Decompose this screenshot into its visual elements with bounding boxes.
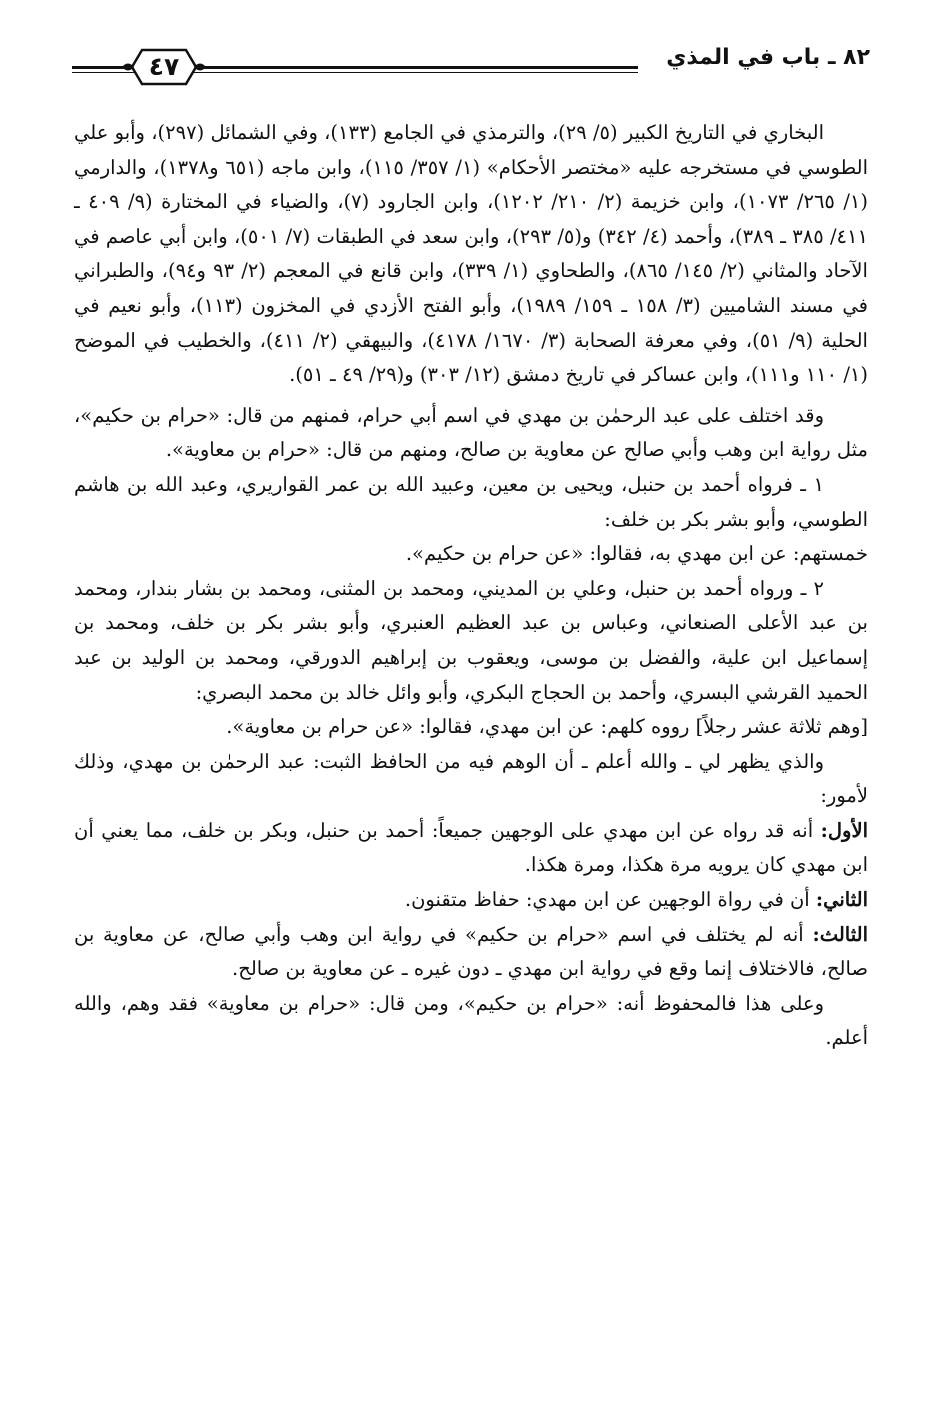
page-body: [74, 116, 868, 1056]
paragraph-final-ruling: وعلى هذا فالمحفوظ أنه: «حرام بن حكيم»، ومن قال: «حرام بن معاوية» فقد وهم، والله أعلم.: [74, 991, 868, 1050]
paragraph-reason-second: [74, 883, 868, 918]
paragraph-first-narration: ١ ـ فرواه أحمد بن حنبل، ويحيى بن معين، وعبيد الله بن عمر القواريري، وعبد الله بن هاشم الطوسي، وأبو بشر بكر بن خلف:: [74, 472, 868, 531]
reason-second-label: الثاني:: [815, 888, 868, 912]
chapter-title: ٨٢ ـ باب في المذي: [666, 45, 870, 70]
page-number: ٤٧: [148, 52, 180, 81]
paragraph-second-narration: ٢ ـ ورواه أحمد بن حنبل، وعلي بن المديني، ومحمد بن المثنى، ومحمد بن بشار بندار، ومحمد بن عبد الأعلى الصنعاني، وعباس بن عبد العظيم العنبري، وأبو بشر بكر بن خلف، ومحمد بن إسماعيل ابن علية، والفضل بن موسى، ويعقوب بن إبراهيم الدورقي، ومحمد بن الوليد بن عبد الحميد القرشي البسري، وأحمد بن الحجاج البكري، وأبو وائل خالد بن محمد البصري:: [74, 576, 868, 704]
running-header: [72, 38, 870, 108]
paragraph-disagreement: وقد اختلف على عبد الرحمٰن بن مهدي في اسم أبي حرام، فمنهم من قال: «حرام بن حكيم»، مثل رواية ابن وهب وأبي صالح عن معاوية بن صالح، ومنهم من قال: «حرام بن معاوية».: [74, 403, 868, 462]
paragraph-thirteen-narrators: [وهم ثلاثة عشر رجلاً] رووه كلهم: عن ابن مهدي، فقالوا: «عن حرام بن معاوية».: [226, 715, 868, 739]
paragraph-reason-first: [74, 814, 868, 883]
reason-first-text: أنه قد رواه عن ابن مهدي على الوجهين جميعاً: أحمد بن حنبل، وبكر بن خلف، مما يعني أن ابن مهدي كان يرويه مرة هكذا، ومرة هكذا.: [74, 818, 868, 877]
reason-third-text: أنه لم يختلف في اسم «حرام بن حكيم» في رواية ابن وهب وأبي صالح، عن معاوية بن صالح، فالاختلاف إنما وقع في رواية ابن مهدي ـ دون غيره ـ عن معاوية بن صالح.: [74, 922, 868, 981]
reason-second-text: أن في رواة الوجهين عن ابن مهدي: حفاظ متقنون.: [404, 888, 816, 912]
paragraph-conclusion-intro: والذي يظهر لي ـ والله أعلم ـ أن الوهم فيه من الحافظ الثبت: عبد الرحمٰن بن مهدي، وذلك لأمور:: [74, 749, 868, 808]
reason-third-label: الثالث:: [812, 922, 868, 946]
header-rule-left: [72, 66, 122, 73]
page-number-ornament: [120, 44, 208, 90]
paragraph-five-narrators: خمستهم: عن ابن مهدي به، فقالوا: «عن حرام بن حكيم».: [405, 542, 868, 566]
reason-first-label: الأول:: [820, 818, 868, 842]
paragraph-citations: البخاري في التاريخ الكبير (٥/ ٢٩)، والترمذي في الجامع (١٣٣)، وفي الشمائل (٢٩٧)، وأبو علي الطوسي في مستخرجه عليه «مختصر الأحكام» (١/ ٣٥٧/ ١١٥)، وابن ماجه (٦٥١ و١٣٧٨)، والدارمي (١/ ٢٦٥/ ١٠٧٣)، وابن خزيمة (٢/ ٢١٠/ ١٢٠٢)، وابن الجارود (٧)، والضياء في المختارة (٩/ ٤٠٩ ـ ٤١١/ ٣٨٥ ـ ٣٨٩)، وأحمد (٤/ ٣٤٢) و(٥/ ٢٩٣)، وابن سعد في الطبقات (٧/ ٥٠١)، وابن أبي عاصم في الآحاد والمثاني (٢/ ١٤٥/ ٨٦٥)، والطحاوي (١/ ٣٣٩)، وابن قانع في المعجم (٢/ ٩٣ و٩٤)، والطبراني في مسند الشاميين (٣/ ١٥٨ ـ ١٥٩/ ١٩٨٩)، وأبو الفتح الأزدي في المخزون (١١٣)، وأبو نعيم في الحلية (٩/ ٥١)، وفي معرفة الصحابة (٣/ ١٦٧٠/ ٤١٧٨)، والبيهقي (٢/ ٤١١)، والخطيب في الموضح (١/ ١١٠ و١١١)، وابن عساكر في تاريخ دمشق (١٢/ ٣٠٣) و(٢٩/ ٤٩ ـ ٥١).: [74, 121, 868, 387]
paragraph-reason-third: [74, 918, 868, 987]
